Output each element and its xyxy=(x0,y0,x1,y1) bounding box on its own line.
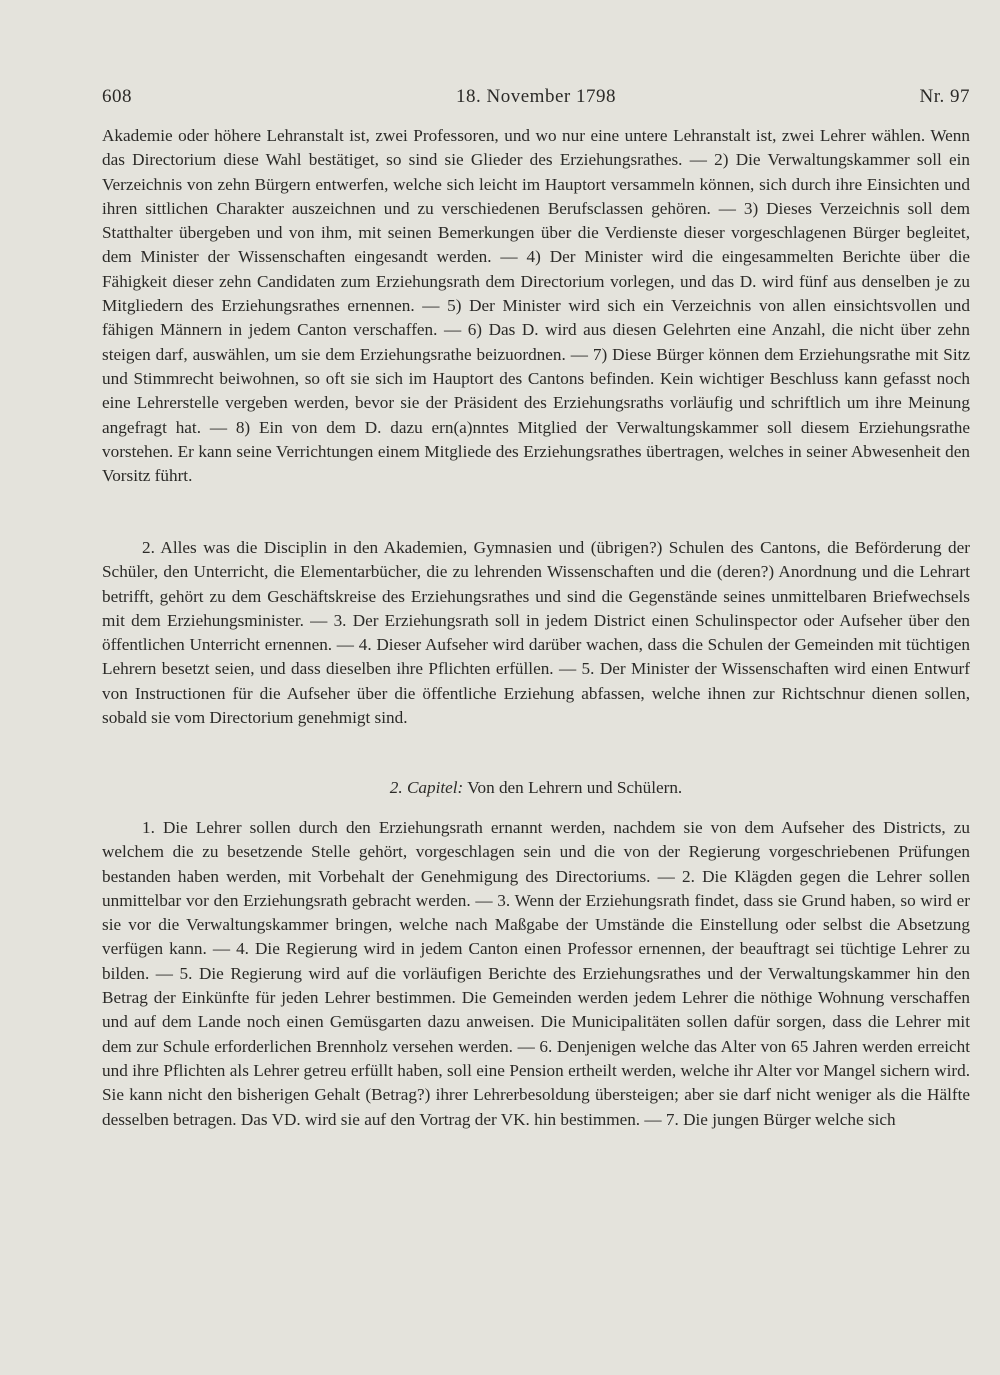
chapter-title: Von den Lehrern und Schülern. xyxy=(467,778,683,797)
chapter-heading xyxy=(102,776,970,800)
text-block-1 xyxy=(102,124,970,488)
chapter-label: 2. Capitel: xyxy=(389,778,464,797)
header-date: 18. November 1798 xyxy=(456,86,616,107)
paragraph-section-2: 2. Alles was die Disciplin in den Akademien, Gymnasien und (übrigen?) Schulen des Cantons, die Beförderung der Schüler, den Unterricht, die Elementarbücher, die zu lehrenden Wissenschaften und die (deren?) Anordnung und die Lehrart betrifft, gehört zu dem Geschäftskreise des Erziehungsrathes und sind die Gegenstände seines unmittelbaren Briefwechsels mit dem Erziehungsminister. — 3. Der Erziehungsrath soll in jedem District einen Schulinspector oder Aufseher über den öffentlichen Unterricht ernennen. — 4. Dieser Aufseher wird darüber wachen, dass die Schulen der Gemeinden mit tüchtigen Lehrern besetzt seien, und dass dieselben ihre Pflichten erfüllen. — 5. Der Minister der Wissenschaften wird einen Entwurf von Instructionen für die Aufseher über die öffentliche Erziehung abfassen, welche ihnen zur Richtschnur dienen sollen, sobald sie vom Directorium genehmigt sind. xyxy=(102,538,970,728)
text-block-3 xyxy=(102,816,970,1132)
page-header xyxy=(102,86,970,114)
text-block-2 xyxy=(102,536,970,730)
paragraph-chapter-2: 1. Die Lehrer sollen durch den Erziehungsrath ernannt werden, nachdem sie von dem Aufseher des Districts, zu welchem die zu besetzende Stelle gehört, vorgeschlagen sein und die von der Regierung vorgeschriebenen Prüfungen bestanden haben werden, mit Vorbehalt der Genehmigung des Directoriums. — 2. Die Klägden gegen die Lehrer sollen unmittelbar vor den Erziehungsrath gebracht werden. — 3. Wenn der Erziehungsrath findet, dass sie Grund haben, so wird er sie vor die Verwaltungskammer bringen, welche nach Maßgabe der Umstände die Einstellung oder selbst die Absetzung verfügen kann. — 4. Die Regierung wird in jedem Canton einen Professor ernennen, der beauftragt sei tüchtige Lehrer zu bilden. — 5. Die Regierung wird auf die vorläufigen Berichte des Erziehungsrathes und der Verwaltungskammer hin den Betrag der Einkünfte für jeden Lehrer bestimmen. Die Gemeinden werden jedem Lehrer die nöthige Wohnung verschaffen und auf dem Lande noch einen Gemüsgarten dazu anweisen. Die Municipalitäten sollen dafür sorgen, dass die Lehrer mit dem zur Schule erforderlichen Brennholz versehen werden. — 6. Denjenigen welche das Alter von 65 Jahren werden erreicht und ihre Pflichten als Lehrer getreu erfüllt haben, soll eine Pension ertheilt werden, welche ihr Alter vor Mangel sichern wird. Sie kann nicht den bisherigen Gehalt (Betrag?) ihrer Lehrerbesoldung übersteigen; aber sie darf nicht weniger als die Hälfte desselben betragen. Das VD. wird sie auf den Vortrag der VK. hin bestimmen. — 7. Die jungen Bürger welche sich xyxy=(102,818,970,1129)
document-number: Nr. 97 xyxy=(919,86,970,107)
page-number: 608 xyxy=(102,86,132,107)
paragraph-continuation: Akademie oder höhere Lehranstalt ist, zwei Professoren, und wo nur eine untere Lehranstalt ist, zwei Lehrer wählen. Wenn das Directorium diese Wahl bestätiget, so sind sie Glieder des Erziehungsrathes. — 2) Die Verwaltungskammer soll ein Verzeichnis von zehn Bürgern entwerfen, welche sich leicht im Hauptort versammeln können, sich durch ihre Einsichten und ihren sittlichen Charakter auszeichnen und zu verschiedenen Berufsclassen gehören. — 3) Dieses Verzeichnis soll dem Statthalter übergeben und von ihm, mit seinen Bemerkungen über die Verdienste dieser vorgeschlagenen Bürger begleitet, dem Minister der Wissenschaften eingesandt werden. — 4) Der Minister wird die eingesammelten Berichte über die Fähigkeit dieser zehn Candidaten zum Erziehungsrath dem Directorium vorlegen, und das D. wird fünf aus denselben je zu Mitgliedern des Erziehungsrathes ernennen. — 5) Der Minister wird sich ein Verzeichnis von allen einsichtsvollen und fähigen Männern in jedem Canton verschaffen. — 6) Das D. wird aus diesen Gelehrten eine Anzahl, die nicht über zehn steigen darf, auswählen, um sie dem Erziehungsrathe beizuordnen. — 7) Diese Bürger können dem Erziehungsrathe mit Sitz und Stimmrecht beiwohnen, so oft sie sich im Hauptort des Cantons befinden. Kein wichtiger Beschluss kann gefasst noch eine Lehrerstelle vergeben werden, bevor sie der Präsident des Erziehungsraths vorläufig und schriftlich um ihre Meinung angefragt hat. — 8) Ein von dem D. dazu ern(a)nntes Mitglied der Verwaltungskammer soll diesem Erziehungsrathe vorstehen. Er kann seine Verrichtungen einem Mitgliede des Erziehungsrathes übertragen, welches in seiner Abwesenheit den Vorsitz führt. xyxy=(102,126,970,486)
